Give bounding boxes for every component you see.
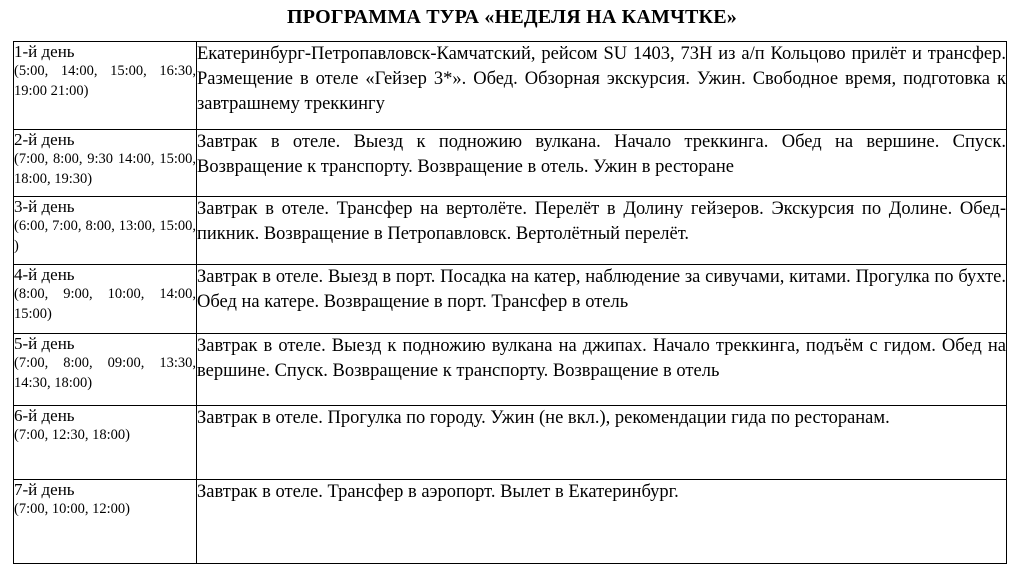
day-label: 3-й день	[14, 197, 75, 216]
table-row	[14, 197, 1007, 265]
day-cell	[14, 334, 197, 406]
day-cell	[14, 197, 197, 265]
day-description: Завтрак в отеле. Выезд к подножию вулкана. Начало треккинга. Обед на вершине. Спуск. Возвращение к транспорту. Возвращение в отель. Ужин в ресторане	[197, 130, 1007, 197]
day-times: (7:00, 8:00, 9:30 14:00, 15:00, 18:00, 19:30)	[14, 151, 196, 187]
day-times: (6:00, 7:00, 8:00, 13:00, 15:00, )	[14, 218, 196, 254]
day-times: (5:00, 14:00, 15:00, 16:30, 19:00 21:00)	[14, 63, 196, 99]
day-cell	[14, 480, 197, 564]
table-row	[14, 265, 1007, 334]
day-description: Екатеринбург-Петропавловск-Камчатский, рейсом SU 1403, 73Н из а/п Кольцово прилёт и трансфер. Размещение в отеле «Гейзер 3*». Обед. Обзорная экскурсия. Ужин. Свободное время, подготовка к завтрашнему треккингу	[197, 42, 1007, 130]
day-cell	[14, 42, 197, 130]
day-label: 2-й день	[14, 130, 75, 149]
day-times: (8:00, 9:00, 10:00, 14:00, 15:00)	[14, 286, 196, 322]
day-cell	[14, 406, 197, 480]
day-label: 4-й день	[14, 265, 75, 284]
page-title: ПРОГРАММА ТУРА «НЕДЕЛЯ НА КАМЧТКЕ»	[287, 6, 737, 28]
day-label: 6-й день	[14, 406, 75, 425]
day-label: 7-й день	[14, 480, 75, 499]
table-row	[14, 130, 1007, 197]
day-description: Завтрак в отеле. Трансфер в аэропорт. Вылет в Екатеринбург.	[197, 480, 1007, 564]
table-row	[14, 42, 1007, 130]
day-description: Завтрак в отеле. Выезд к подножию вулкана на джипах. Начало треккинга, подъём с гидом. Обед на вершине. Спуск. Возвращение к транспорту. Возвращение в отель	[197, 334, 1007, 406]
day-label: 5-й день	[14, 334, 75, 353]
table-row	[14, 406, 1007, 480]
day-times: (7:00, 10:00, 12:00)	[14, 501, 130, 517]
day-description: Завтрак в отеле. Прогулка по городу. Ужин (не вкл.), рекомендации гида по ресторанам.	[197, 406, 1007, 480]
day-cell	[14, 130, 197, 197]
table-row	[14, 480, 1007, 564]
day-cell	[14, 265, 197, 334]
day-description: Завтрак в отеле. Трансфер на вертолёте. Перелёт в Долину гейзеров. Экскурсия по Долине. Обед-пикник. Возвращение в Петропавловск. Вертолётный перелёт.	[197, 197, 1007, 265]
tour-program-table	[13, 41, 1007, 564]
day-description: Завтрак в отеле. Выезд в порт. Посадка на катер, наблюдение за сивучами, китами. Прогулка по бухте. Обед на катере. Возвращение в порт. Трансфер в отель	[197, 265, 1007, 334]
table-row	[14, 334, 1007, 406]
day-label: 1-й день	[14, 42, 75, 61]
day-times: (7:00, 8:00, 09:00, 13:30, 14:30, 18:00)	[14, 355, 196, 391]
day-times: (7:00, 12:30, 18:00)	[14, 427, 130, 443]
